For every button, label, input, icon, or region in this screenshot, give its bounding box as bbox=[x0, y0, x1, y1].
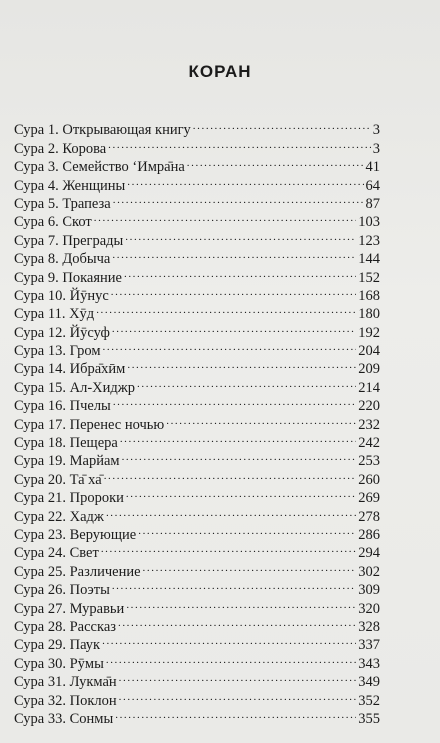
toc-entry-label: Сура 5. Трапеза bbox=[14, 195, 111, 212]
toc-entry-label: Сура 13. Гром bbox=[14, 343, 101, 360]
dot-leader bbox=[127, 171, 363, 189]
toc-entry-label: Сура 4. Женщины bbox=[14, 177, 126, 194]
toc-entry-page-number: 328 bbox=[358, 618, 380, 635]
dot-leader bbox=[122, 447, 357, 465]
toc-entry-label: Сура 18. Пещера bbox=[14, 435, 118, 452]
table-of-contents bbox=[14, 116, 380, 727]
toc-entry-label: Сура 7. Преграды bbox=[14, 232, 124, 249]
toc-entry-label: Сура 27. Муравьи bbox=[14, 600, 125, 617]
toc-entry-page-number: 302 bbox=[358, 563, 380, 580]
toc-entry-label: Сура 28. Рассказ bbox=[14, 618, 116, 635]
toc-entry-label: Сура 6. Скот bbox=[14, 214, 92, 231]
toc-entry-label: Сура 15. Ал-Хиджр bbox=[14, 379, 136, 396]
dot-leader bbox=[106, 649, 356, 667]
toc-entry-label: Сура 33. Сонмы bbox=[14, 710, 114, 727]
toc-entry-label: Сура 26. Поэты bbox=[14, 582, 110, 599]
toc-entry-label: Сура 32. Поклон bbox=[14, 692, 117, 709]
page-title: КОРАН bbox=[188, 62, 252, 81]
toc-entry-page-number: 168 bbox=[358, 287, 380, 304]
toc-entry-page-number: 3 bbox=[372, 122, 380, 139]
toc-entry-label: Сура 1. Открывающая книгу bbox=[14, 122, 191, 139]
dot-leader bbox=[127, 355, 356, 373]
toc-entry-page-number: 355 bbox=[358, 710, 380, 727]
dot-leader bbox=[112, 318, 356, 336]
toc-entry-page-number: 144 bbox=[358, 251, 380, 268]
toc-entry-page-number: 337 bbox=[358, 637, 380, 654]
toc-entry-label: Сура 9. Покаяние bbox=[14, 269, 122, 286]
toc-entry-label: Сура 29. Паук bbox=[14, 637, 101, 654]
toc-entry-page-number: 320 bbox=[358, 600, 380, 617]
toc-entry-page-number: 87 bbox=[365, 195, 380, 212]
toc-entry-page-number: 3 bbox=[372, 140, 380, 157]
dot-leader bbox=[112, 576, 356, 594]
toc-entry-page-number: 204 bbox=[358, 343, 380, 360]
toc-entry-page-number: 352 bbox=[358, 692, 380, 709]
dot-leader bbox=[118, 613, 356, 631]
toc-entry-label: Сура 20. Та̄ ха̄ bbox=[14, 471, 102, 488]
dot-leader bbox=[111, 282, 356, 300]
toc-entry-page-number: 232 bbox=[358, 416, 380, 433]
dot-leader bbox=[115, 705, 356, 723]
toc-entry-page-number: 64 bbox=[365, 177, 380, 194]
dot-leader bbox=[119, 668, 357, 686]
toc-entry bbox=[14, 116, 380, 139]
dot-leader bbox=[126, 484, 356, 502]
toc-entry-page-number: 152 bbox=[358, 269, 380, 286]
dot-leader bbox=[124, 263, 356, 281]
toc-entry-label: Сура 2. Корова bbox=[14, 140, 107, 157]
toc-entry-page-number: 278 bbox=[358, 508, 380, 525]
toc-entry-page-number: 209 bbox=[358, 361, 380, 378]
toc-entry-page-number: 103 bbox=[358, 214, 380, 231]
toc-entry-label: Сура 3. Семейство ‘Имра̄на bbox=[14, 159, 185, 176]
toc-entry-page-number: 214 bbox=[358, 379, 380, 396]
toc-entry-page-number: 242 bbox=[358, 435, 380, 452]
toc-entry-page-number: 253 bbox=[358, 453, 380, 470]
dot-leader bbox=[125, 226, 356, 244]
dot-leader bbox=[108, 134, 371, 152]
toc-entry-label: Сура 8. Добыча bbox=[14, 251, 111, 268]
dot-leader bbox=[113, 392, 356, 410]
toc-entry-label: Сура 30. Рӯмы bbox=[14, 655, 104, 672]
dot-leader bbox=[113, 190, 364, 208]
toc-entry-label: Сура 10. Йӯнус bbox=[14, 287, 109, 304]
toc-entry-label: Сура 23. Верующие bbox=[14, 526, 137, 543]
dot-leader bbox=[94, 208, 357, 226]
dot-leader bbox=[187, 153, 364, 171]
toc-entry-page-number: 220 bbox=[358, 398, 380, 415]
toc-entry-page-number: 180 bbox=[358, 306, 380, 323]
toc-entry-label: Сура 12. Йӯсуф bbox=[14, 324, 110, 341]
toc-entry-label: Сура 21. Пророки bbox=[14, 490, 124, 507]
toc-entry-page-number: 260 bbox=[358, 471, 380, 488]
toc-entry-label: Сура 22. Хадж bbox=[14, 508, 104, 525]
toc-entry-label: Сура 14. Ибра̄хӣм bbox=[14, 361, 126, 378]
toc-entry-page-number: 309 bbox=[358, 582, 380, 599]
dot-leader bbox=[119, 686, 357, 704]
dot-leader bbox=[112, 245, 356, 263]
toc-entry-label: Сура 17. Перенес ночью bbox=[14, 416, 165, 433]
dot-leader bbox=[193, 116, 371, 134]
dot-leader bbox=[138, 521, 356, 539]
dot-leader bbox=[143, 557, 357, 575]
dot-leader bbox=[104, 465, 357, 483]
dot-leader bbox=[137, 373, 356, 391]
toc-entry-label: Сура 16. Пчелы bbox=[14, 398, 111, 415]
toc-entry-label: Сура 11. Хӯд bbox=[14, 306, 95, 323]
dot-leader bbox=[101, 539, 356, 557]
toc-entry-page-number: 294 bbox=[358, 545, 380, 562]
dot-leader bbox=[166, 410, 356, 428]
toc-entry-label: Сура 19. Марйам bbox=[14, 453, 120, 470]
toc-entry-page-number: 41 bbox=[365, 159, 380, 176]
toc-entry-page-number: 349 bbox=[358, 674, 380, 691]
dot-leader bbox=[126, 594, 356, 612]
toc-entry-page-number: 343 bbox=[358, 655, 380, 672]
dot-leader bbox=[102, 631, 356, 649]
toc-entry-page-number: 192 bbox=[358, 324, 380, 341]
dot-leader bbox=[96, 300, 356, 318]
dot-leader bbox=[106, 502, 356, 520]
toc-entry-page-number: 123 bbox=[358, 232, 380, 249]
toc-entry-label: Сура 24. Свет bbox=[14, 545, 99, 562]
dot-leader bbox=[120, 429, 356, 447]
toc-entry-page-number: 269 bbox=[358, 490, 380, 507]
dot-leader bbox=[103, 337, 357, 355]
toc-entry-label: Сура 31. Лукма̄н bbox=[14, 674, 117, 691]
toc-entry-label: Сура 25. Различение bbox=[14, 563, 141, 580]
toc-entry-page-number: 286 bbox=[358, 526, 380, 543]
